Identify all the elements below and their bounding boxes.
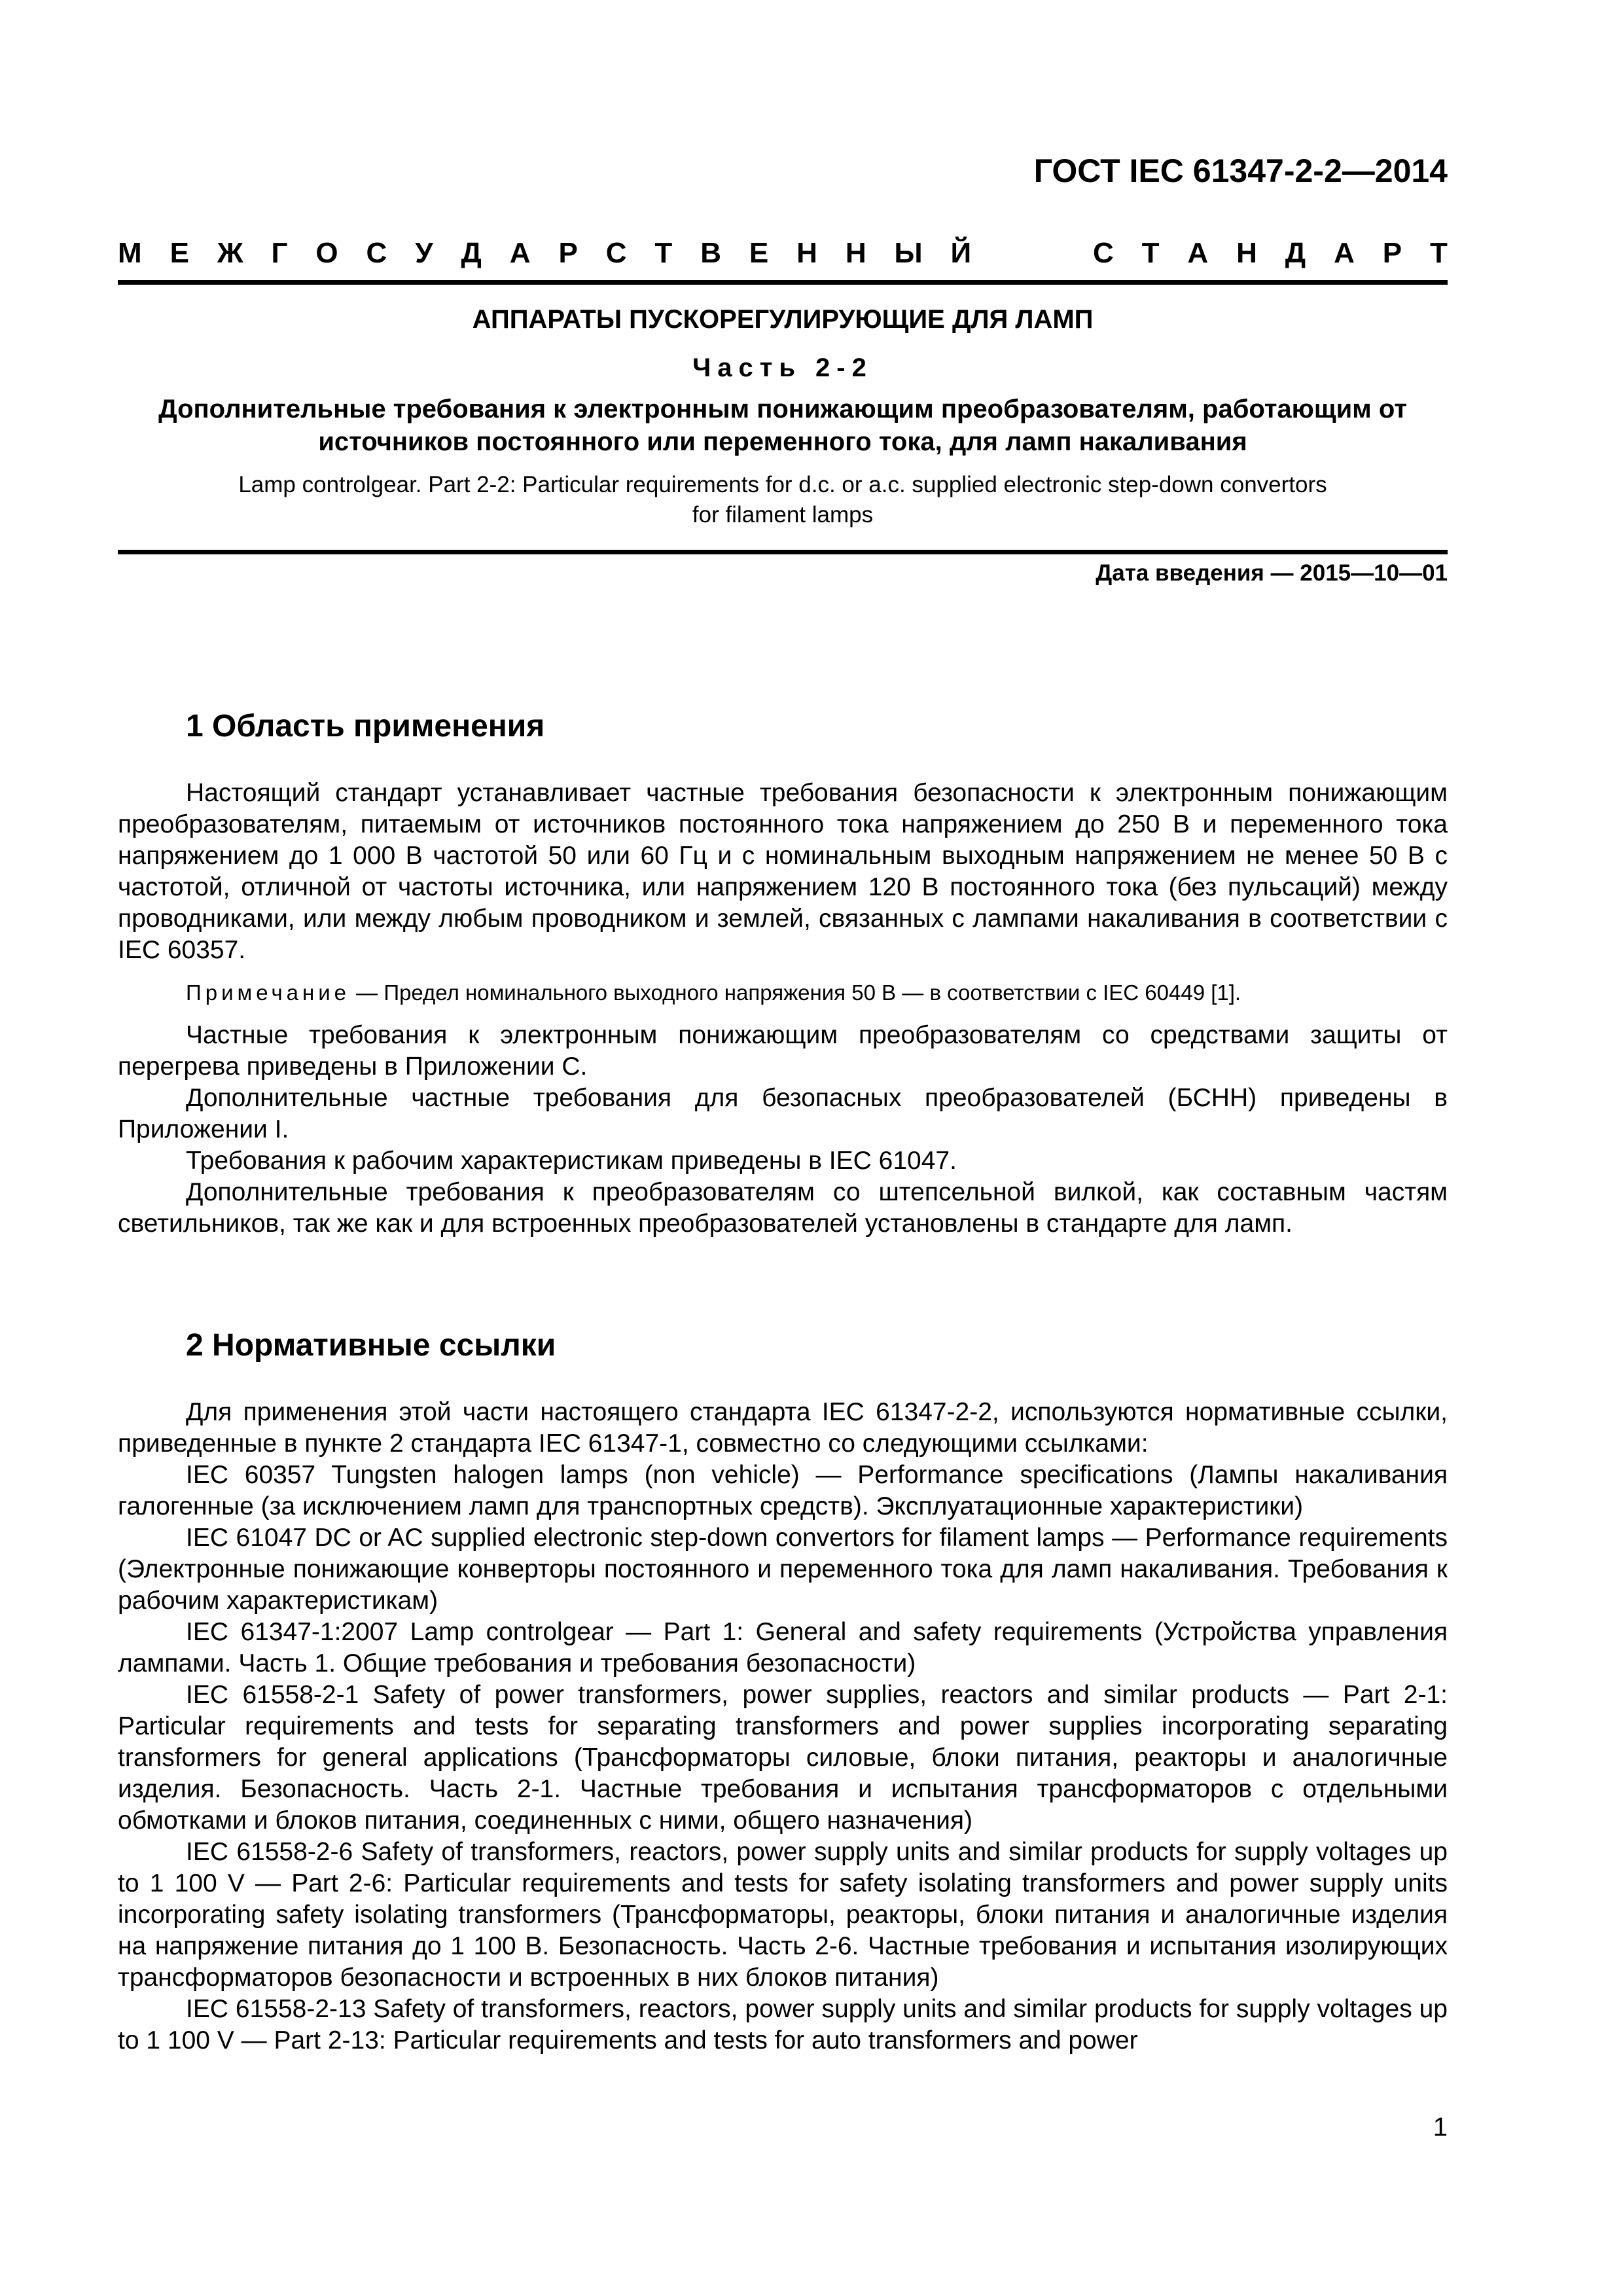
note-paragraph [118, 978, 1448, 1008]
banner-letter: Е [749, 237, 769, 269]
banner-letter: В [700, 237, 721, 269]
section-scope-body [118, 778, 1448, 1240]
banner-letter: С [605, 237, 627, 269]
banner-letter: М [118, 237, 142, 269]
reference-item: IEC 61047 DC or AC supplied electronic step-down convertors for filament lamps — Performance requirements (Электронные понижающие конверторы постоянного и переменного тока для ламп накаливания. Требования к рабочим характеристикам) [118, 1524, 1448, 1615]
section-references-body [118, 1397, 1448, 2056]
banner-letter: Г [271, 237, 288, 269]
page-number: 1 [1433, 2113, 1448, 2142]
paragraph: Дополнительные частные требования для безопасных преобразователей (БСНН) приведены в Приложении I. [118, 1084, 1448, 1143]
paragraph: Для применения этой части настоящего стандарта IEC 61347-2-2, используются нормативные ссылки, приведенные в пункте 2 стандарта IEC 61347-1, совместно со следующими ссылками: [118, 1398, 1448, 1458]
banner-letter: О [315, 237, 338, 269]
paragraph: Требования к рабочим характеристикам приведены в IEC 61047. [186, 1147, 957, 1175]
paragraph: Настоящий стандарт устанавливает частные требования безопасности к электронным понижающим преобразователям, питаемым от источников постоянного тока напряжением до 250 В и переменного тока напряжением до 1 000 В частотой 50 или 60 Гц и с номинальным выходным напряжением не менее 50 В с частотой, отличной от частоты источника, или напряжением 120 В постоянного тока (без пульсаций) между проводниками, или между любым проводником и землей, связанных с лампами накаливания в соответствии с IEC 60357. [118, 779, 1448, 964]
banner-letter: С [1092, 237, 1114, 269]
banner-letter: А [1187, 237, 1209, 269]
english-title-line: for filament lamps [692, 502, 874, 528]
paragraph: Дополнительные требования к преобразователям со штепсельной вилкой, как составным частям светильников, так же как и для встроенных преобразователей установлены в стандарте для ламп. [118, 1178, 1448, 1238]
reference-item: IEC 60357 Tungsten halogen lamps (non vehicle) — Performance specifications (Лампы накаливания галогенные (за исключением ламп для транспортных средств). Эксплуатационные характеристики) [118, 1461, 1448, 1520]
banner-letter: А [509, 237, 531, 269]
banner-letter: Т [654, 237, 673, 269]
banner-letter: Д [461, 237, 482, 269]
banner-letter: Т [1141, 237, 1160, 269]
english-title [118, 470, 1448, 530]
top-divider [118, 280, 1448, 285]
document-title: АППАРАТЫ ПУСКОРЕГУЛИРУЮЩИЕ ДЛЯ ЛАМП [472, 305, 1094, 334]
standard-code: ГОСТ IEC 61347-2-2—2014 [1033, 152, 1448, 189]
banner-letter: С [366, 237, 387, 269]
banner-letter: Е [169, 237, 189, 269]
banner-letter: Р [558, 237, 578, 269]
note-label: Примечание [186, 980, 351, 1005]
banner-letter: Й [950, 237, 972, 269]
banner-letter: Н [796, 237, 817, 269]
subtitle-line: Дополнительные требования к электронным понижающим преобразователям, работающим от [158, 395, 1407, 423]
document-subtitle [118, 393, 1448, 458]
introduction-date: Дата введения — 2015—10—01 [1096, 560, 1448, 586]
reference-item: IEC 61558-2-13 Safety of transformers, reactors, power supply units and similar products for supply voltages up to 1 100 V — Part 2-13: Particular requirements and tests for auto transformers and power [118, 1995, 1448, 2054]
banner-letter: У [415, 237, 433, 269]
section-heading-references: 2 Нормативные ссылки [186, 1328, 556, 1363]
reference-item: IEC 61558-2-1 Safety of power transformers, power supplies, reactors and similar products — Part 2-1: Particular requirements and tests for separating transformers and power supplies incorporating separating transformers for general applications (Трансформаторы силовые, блоки питания, реакторы и аналогичные изделия. Безопасность. Часть 2-1. Частные требования и испытания трансформаторов с отдельными обмотками и блоков питания, соединенных с ними, общего назначения) [118, 1681, 1448, 1835]
banner-letter: А [1334, 237, 1355, 269]
note-text: — Предел номинального выходного напряжения 50 В — в соответствии с IEC 60449 [1]. [350, 980, 1241, 1005]
part-number: Часть 2-2 [692, 353, 873, 382]
banner-letter: Н [1236, 237, 1257, 269]
english-title-line: Lamp controlgear. Part 2-2: Particular requirements for d.c. or a.c. supplied electronic step-down convertors [238, 472, 1327, 497]
paragraph: Частные требования к электронным понижающим преобразователям со средствами защиты от перегрева приведены в Приложении С. [118, 1021, 1448, 1081]
interstate-standard-banner [118, 237, 1448, 276]
banner-letter: Р [1382, 237, 1402, 269]
banner-word-gap [999, 237, 1065, 276]
subtitle-line: источников постоянного или переменного тока, для ламп накаливания [318, 427, 1247, 456]
reference-item: IEC 61347-1:2007 Lamp controlgear — Part 1: General and safety requirements (Устройства управления лампами. Часть 1. Общие требования и требования безопасности) [118, 1618, 1448, 1677]
banner-letter: Ы [894, 237, 923, 269]
section-heading-scope: 1 Область применения [186, 709, 545, 744]
reference-item: IEC 61558-2-6 Safety of transformers, reactors, power supply units and similar products for supply voltages up to 1 100 V — Part 2-6: Particular requirements and tests for safety isolating transformers and power supply units incorporating safety isolating transformers (Трансформаторы, реакторы, блоки питания и аналогичные изделия на напряжение питания до 1 100 В. Безопасность. Часть 2-6. Частные требования и испытания изолирующих трансформаторов безопасности и встроенных в них блоков питания) [118, 1838, 1448, 1992]
title-divider [118, 550, 1448, 554]
banner-letter: Н [845, 237, 866, 269]
banner-letter: Ж [217, 237, 243, 269]
banner-letter: Т [1430, 237, 1448, 269]
banner-letter: Д [1285, 237, 1306, 269]
